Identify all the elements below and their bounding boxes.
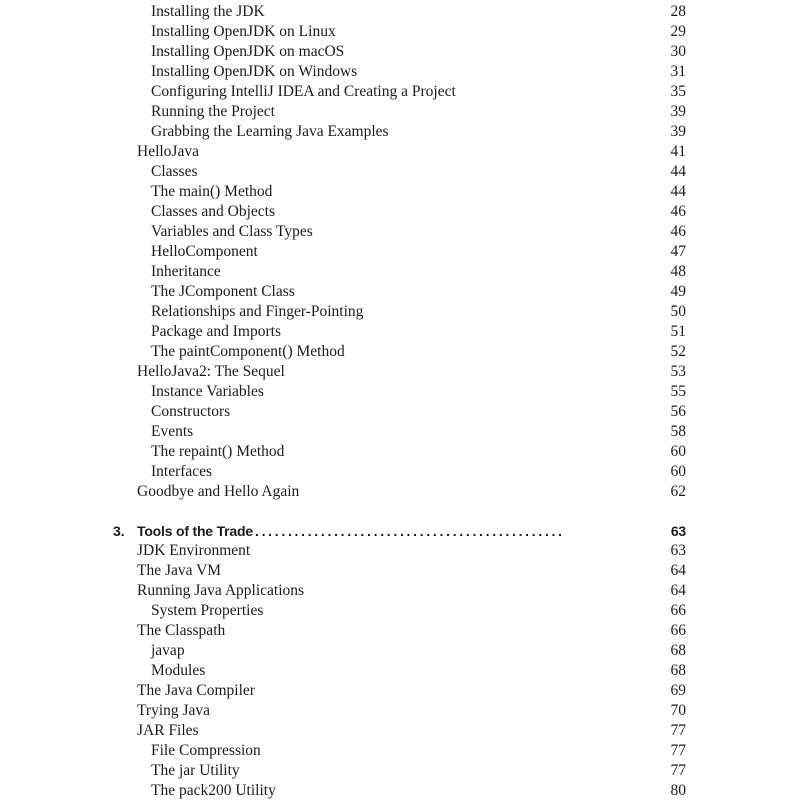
chapter-title: Tools of the Trade [137,523,253,539]
toc-section-entry[interactable] [0,681,800,701]
toc-entry-page-number: 68 [670,642,686,659]
toc-subsection-entry[interactable] [0,222,800,242]
toc-section-entry[interactable] [0,142,800,162]
toc-entry-title: Configuring IntelliJ IDEA and Creating a Project [151,83,456,100]
toc-subsection-entry[interactable] [0,761,800,781]
toc-entry-page-number: 77 [670,762,686,779]
toc-entry-page-number: 55 [670,383,686,400]
dot-leader: ............................................... [255,523,565,539]
toc-entry-page-number: 28 [670,3,686,20]
toc-entry-title: HelloJava2: The Sequel [137,363,285,380]
toc-subsection-entry[interactable] [0,741,800,761]
toc-entry-page-number: 29 [670,23,686,40]
toc-entry-page-number: 68 [670,662,686,679]
toc-entry-page-number: 35 [670,83,686,100]
toc-entry-title: javap [151,642,185,659]
toc-entry-title: Installing OpenJDK on Linux [151,23,336,40]
toc-entry-page-number: 58 [670,423,686,440]
toc-entry-title: JAR Files [137,722,199,739]
toc-entry-page-number: 66 [670,622,686,639]
toc-entry-title: Instance Variables [151,383,264,400]
toc-entry-page-number: 39 [670,103,686,120]
toc-entry-title: The JComponent Class [151,283,295,300]
chapter-spacer [0,502,800,521]
toc-subsection-entry[interactable] [0,82,800,102]
toc-section-chapter-2-continued [0,2,800,502]
toc-entry-page-number: 50 [670,303,686,320]
toc-entry-title: Classes [151,163,198,180]
toc-entry-page-number: 41 [670,143,686,160]
toc-entry-title: The repaint() Method [151,443,285,460]
toc-entry-title: Installing OpenJDK on Windows [151,63,358,80]
toc-entry-page-number: 77 [670,742,686,759]
toc-entry-title: Inheritance [151,263,221,280]
toc-entry-page-number: 80 [670,782,686,799]
toc-subsection-entry[interactable] [0,641,800,661]
toc-subsection-entry[interactable] [0,422,800,442]
toc-subsection-entry[interactable] [0,282,800,302]
toc-subsection-entry[interactable] [0,22,800,42]
toc-entry-title: System Properties [151,602,264,619]
toc-entry-title: Events [151,423,194,440]
toc-entry-title: JDK Environment [137,542,251,559]
toc-subsection-entry[interactable] [0,182,800,202]
toc-entry-page-number: 52 [670,343,686,360]
toc-entry-page-number: 44 [670,183,686,200]
toc-subsection-entry[interactable] [0,262,800,282]
toc-entry-page-number: 70 [670,702,686,719]
toc-subsection-entry[interactable] [0,102,800,122]
toc-entry-page-number: 60 [670,463,686,480]
toc-chapter-heading[interactable] [0,521,800,541]
toc-section-entry[interactable] [0,541,800,561]
toc-entry-title: The paintComponent() Method [151,343,345,360]
toc-entry-title: File Compression [151,742,261,759]
toc-entry-page-number: 60 [670,443,686,460]
toc-subsection-entry[interactable] [0,122,800,142]
toc-subsection-entry[interactable] [0,302,800,322]
toc-subsection-entry[interactable] [0,322,800,342]
toc-entry-title: Variables and Class Types [151,223,313,240]
toc-entry-page-number: 46 [670,223,686,240]
table-of-contents [0,2,800,800]
toc-entry-title: The Java Compiler [137,682,255,699]
chapter-number: 3. [113,523,125,539]
toc-entry-title: Relationships and Finger-Pointing [151,303,364,320]
toc-entry-title: Installing the JDK [151,3,265,20]
toc-entry-page-number: 44 [670,163,686,180]
toc-section-entry[interactable] [0,362,800,382]
toc-entry-title: The jar Utility [151,762,240,779]
toc-subsection-entry[interactable] [0,402,800,422]
toc-subsection-entry[interactable] [0,661,800,681]
toc-subsection-entry[interactable] [0,42,800,62]
toc-entry-page-number: 46 [670,203,686,220]
toc-section-entry[interactable] [0,701,800,721]
toc-entry-title: HelloJava [137,143,199,160]
toc-entry-title: Running Java Applications [137,582,305,599]
chapter-page-number: 63 [670,523,686,539]
toc-section-chapter-3 [0,541,800,800]
toc-entry-page-number: 49 [670,283,686,300]
toc-entry-title: Installing OpenJDK on macOS [151,43,345,60]
toc-entry-title: HelloComponent [151,243,258,260]
toc-entry-page-number: 63 [670,542,686,559]
toc-entry-title: Package and Imports [151,323,281,340]
toc-subsection-entry[interactable] [0,781,800,800]
toc-subsection-entry[interactable] [0,2,800,22]
toc-entry-title: Classes and Objects [151,203,275,220]
toc-subsection-entry[interactable] [0,62,800,82]
toc-entry-page-number: 62 [670,483,686,500]
toc-section-entry[interactable] [0,621,800,641]
toc-section-entry[interactable] [0,482,800,502]
toc-entry-page-number: 77 [670,722,686,739]
toc-section-entry[interactable] [0,721,800,741]
toc-entry-title: Interfaces [151,463,213,480]
toc-entry-page-number: 51 [670,323,686,340]
toc-subsection-entry[interactable] [0,242,800,262]
toc-section-entry[interactable] [0,581,800,601]
toc-entry-title: The main() Method [151,183,273,200]
toc-subsection-entry[interactable] [0,462,800,482]
toc-entry-title: Running the Project [151,103,275,120]
toc-entry-page-number: 30 [670,43,686,60]
toc-entry-title: Trying Java [137,702,211,719]
toc-entry-title: Constructors [151,403,231,420]
toc-entry-page-number: 64 [670,582,686,599]
toc-subsection-entry[interactable] [0,601,800,621]
toc-entry-page-number: 31 [670,63,686,80]
toc-subsection-entry[interactable] [0,202,800,222]
toc-subsection-entry[interactable] [0,382,800,402]
toc-subsection-entry[interactable] [0,342,800,362]
toc-entry-title: The pack200 Utility [151,782,276,799]
toc-entry-page-number: 64 [670,562,686,579]
toc-entry-page-number: 53 [670,363,686,380]
toc-entry-title: Grabbing the Learning Java Examples [151,123,389,140]
toc-entry-title: The Java VM [137,562,222,579]
toc-entry-page-number: 56 [670,403,686,420]
toc-subsection-entry[interactable] [0,162,800,182]
toc-section-entry[interactable] [0,561,800,581]
toc-entry-page-number: 48 [670,263,686,280]
toc-entry-page-number: 39 [670,123,686,140]
toc-entry-page-number: 47 [670,243,686,260]
toc-subsection-entry[interactable] [0,442,800,462]
toc-entry-title: Modules [151,662,206,679]
toc-entry-title: The Classpath [137,622,226,639]
toc-entry-page-number: 66 [670,602,686,619]
toc-entry-page-number: 69 [670,682,686,699]
toc-entry-title: Goodbye and Hello Again [137,483,300,500]
